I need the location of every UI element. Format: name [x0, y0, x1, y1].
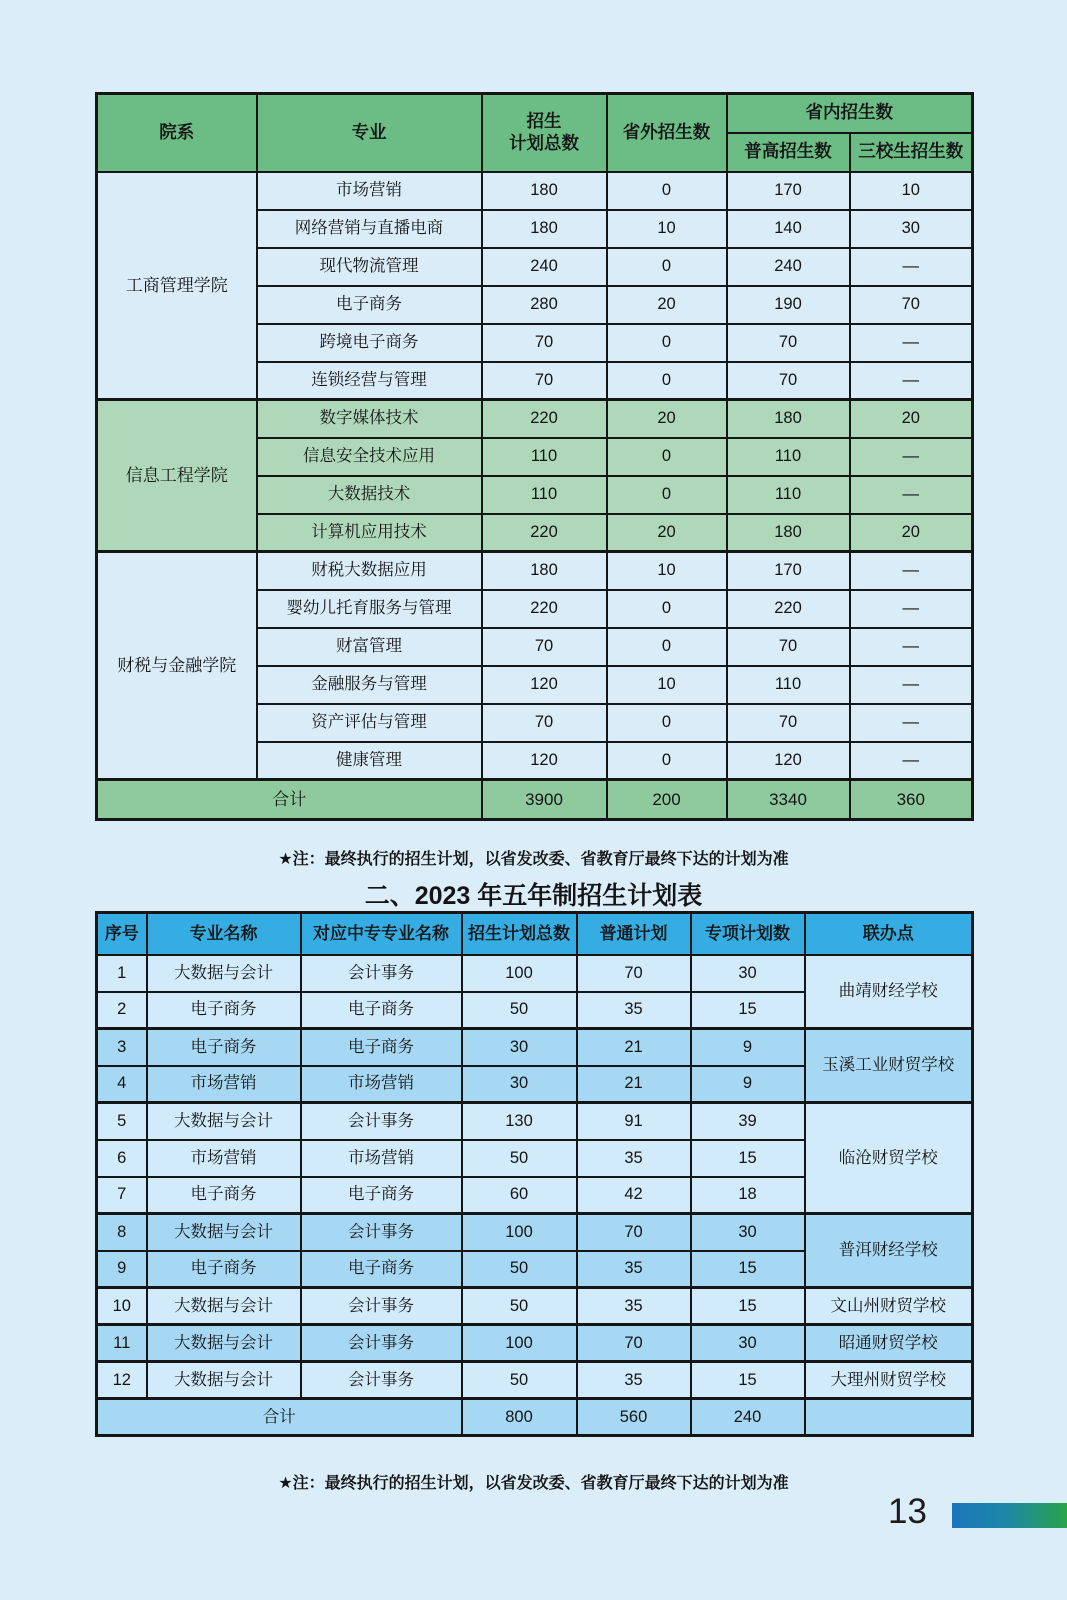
joint-school-cell: 文山州财贸学校: [805, 1288, 973, 1325]
header-mid-major-name: 对应中专专业名称: [301, 913, 462, 955]
mid-major-cell: 会计事务: [301, 1288, 462, 1325]
total-cell: 240: [482, 248, 607, 286]
three-school-cell: 70: [850, 286, 973, 324]
major-cell: 大数据与会计: [147, 1288, 301, 1325]
total-cell: 800: [462, 1399, 577, 1436]
header-plan-total: 招生计划总数: [462, 913, 577, 955]
table-row: [97, 955, 973, 992]
row-no-cell: 5: [97, 1103, 147, 1140]
regular-plan-cell: 35: [577, 1140, 691, 1177]
table-row: [97, 1325, 973, 1362]
regular-hs-cell: 120: [727, 742, 850, 780]
regular-hs-cell: 70: [727, 628, 850, 666]
mid-major-cell: 电子商务: [301, 992, 462, 1029]
header-plan-total: [482, 94, 607, 172]
regular-plan-cell: 70: [577, 955, 691, 992]
row-no-cell: 2: [97, 992, 147, 1029]
total-cell: 100: [462, 1325, 577, 1362]
major-cell: 大数据与会计: [147, 1103, 301, 1140]
joint-school-cell: 曲靖财经学校: [805, 955, 973, 1029]
header-no: 序号: [97, 913, 147, 955]
regular-hs-cell: 110: [727, 666, 850, 704]
mid-major-cell: 电子商务: [301, 1177, 462, 1214]
row-no-cell: 3: [97, 1029, 147, 1066]
regular-hs-cell: 220: [727, 590, 850, 628]
joint-school-cell: 玉溪工业财贸学校: [805, 1029, 973, 1103]
regular-plan-cell: 70: [577, 1325, 691, 1362]
total-cell: 220: [482, 400, 607, 438]
dept-cell: 信息工程学院: [97, 400, 257, 552]
header-plan-total-line2: 计划总数: [509, 132, 579, 153]
total-cell: 50: [462, 1362, 577, 1399]
total-cell: 100: [462, 1214, 577, 1251]
special-plan-cell: 240: [691, 1399, 805, 1436]
out-province-cell: 10: [607, 552, 727, 590]
table-row: [97, 400, 973, 438]
row-no-cell: 9: [97, 1251, 147, 1288]
major-cell: 电子商务: [147, 1177, 301, 1214]
row-no-cell: 6: [97, 1140, 147, 1177]
table-row: [97, 1214, 973, 1251]
five-year-enrollment-table: [95, 911, 974, 1437]
special-plan-cell: 15: [691, 1362, 805, 1399]
total-cell: 180: [482, 210, 607, 248]
page-footer-gradient-bar: [952, 1503, 1067, 1528]
regular-plan-cell: 42: [577, 1177, 691, 1214]
special-plan-cell: 30: [691, 1325, 805, 1362]
three-school-cell: —: [850, 704, 973, 742]
total-cell: 180: [482, 172, 607, 210]
total-row: [97, 1399, 973, 1436]
out-province-cell: 10: [607, 210, 727, 248]
mid-major-cell: 会计事务: [301, 955, 462, 992]
joint-school-cell: 大理州财贸学校: [805, 1362, 973, 1399]
mid-major-cell: 会计事务: [301, 1103, 462, 1140]
header-plan-total-line1: 招生: [526, 110, 562, 131]
major-cell: 大数据与会计: [147, 955, 301, 992]
major-cell: 大数据与会计: [147, 1325, 301, 1362]
header-three-school: 三校生招生数: [850, 133, 973, 172]
dept-cell: 工商管理学院: [97, 172, 257, 400]
total-cell: 220: [482, 590, 607, 628]
out-province-cell: 20: [607, 400, 727, 438]
special-plan-cell: 15: [691, 1140, 805, 1177]
total-cell: 70: [482, 324, 607, 362]
regular-hs-cell: 110: [727, 438, 850, 476]
total-cell: 130: [462, 1103, 577, 1140]
out-province-cell: 200: [607, 780, 727, 820]
total-cell: 50: [462, 1288, 577, 1325]
total-cell: 3900: [482, 780, 607, 820]
mid-major-cell: 会计事务: [301, 1214, 462, 1251]
regular-hs-cell: 3340: [727, 780, 850, 820]
row-no-cell: 4: [97, 1066, 147, 1103]
major-cell: 电子商务: [147, 992, 301, 1029]
dept-cell: 财税与金融学院: [97, 552, 257, 780]
out-province-cell: 0: [607, 628, 727, 666]
table-row: [97, 172, 973, 210]
major-cell: 现代物流管理: [257, 248, 482, 286]
major-cell: 婴幼儿托育服务与管理: [257, 590, 482, 628]
major-cell: 网络营销与直播电商: [257, 210, 482, 248]
header-regular-plan: 普通计划: [577, 913, 691, 955]
out-province-cell: 10: [607, 666, 727, 704]
total-cell: 60: [462, 1177, 577, 1214]
joint-school-cell: 昭通财贸学校: [805, 1325, 973, 1362]
major-cell: 财富管理: [257, 628, 482, 666]
table-row: [97, 1029, 973, 1066]
regular-plan-cell: 35: [577, 1362, 691, 1399]
major-cell: 金融服务与管理: [257, 666, 482, 704]
major-cell: 计算机应用技术: [257, 514, 482, 552]
row-no-cell: 11: [97, 1325, 147, 1362]
special-plan-cell: 18: [691, 1177, 805, 1214]
three-school-cell: 30: [850, 210, 973, 248]
total-label-cell: 合计: [97, 1399, 462, 1436]
three-school-cell: —: [850, 666, 973, 704]
regular-plan-cell: 560: [577, 1399, 691, 1436]
out-province-cell: 0: [607, 362, 727, 400]
header-major-name: 专业名称: [147, 913, 301, 955]
out-province-cell: 20: [607, 514, 727, 552]
three-school-cell: —: [850, 628, 973, 666]
regular-plan-cell: 35: [577, 1251, 691, 1288]
mid-major-cell: 电子商务: [301, 1251, 462, 1288]
out-province-cell: 0: [607, 704, 727, 742]
total-label-cell: 合计: [97, 780, 482, 820]
total-cell: 70: [482, 704, 607, 742]
header-major: 专业: [257, 94, 482, 172]
regular-plan-cell: 70: [577, 1214, 691, 1251]
three-year-table-header: [97, 94, 973, 172]
out-province-cell: 0: [607, 476, 727, 514]
row-no-cell: 7: [97, 1177, 147, 1214]
major-cell: 电子商务: [257, 286, 482, 324]
mid-major-cell: 电子商务: [301, 1029, 462, 1066]
total-cell: 70: [482, 628, 607, 666]
regular-plan-cell: 21: [577, 1066, 691, 1103]
major-cell: 健康管理: [257, 742, 482, 780]
major-cell: 大数据技术: [257, 476, 482, 514]
special-plan-cell: 30: [691, 955, 805, 992]
table-row: [97, 1362, 973, 1399]
special-plan-cell: 9: [691, 1066, 805, 1103]
regular-hs-cell: 180: [727, 514, 850, 552]
header-in-province-group: 省内招生数: [727, 94, 973, 133]
joint-school-cell: 普洱财经学校: [805, 1214, 973, 1288]
row-no-cell: 12: [97, 1362, 147, 1399]
table2-footnote: ★注：最终执行的招生计划，以省发改委、省教育厅最终下达的计划为准: [278, 1475, 789, 1492]
major-cell: 电子商务: [147, 1251, 301, 1288]
joint-school-cell: [805, 1399, 973, 1436]
major-cell: 大数据与会计: [147, 1214, 301, 1251]
regular-hs-cell: 170: [727, 552, 850, 590]
header-special-plan: 专项计划数: [691, 913, 805, 955]
header-dept: 院系: [97, 94, 257, 172]
regular-plan-cell: 91: [577, 1103, 691, 1140]
table-row: [97, 552, 973, 590]
special-plan-cell: 39: [691, 1103, 805, 1140]
total-cell: 70: [482, 362, 607, 400]
header-joint-school: 联办点: [805, 913, 973, 955]
total-cell: 120: [482, 742, 607, 780]
major-cell: 大数据与会计: [147, 1362, 301, 1399]
joint-school-cell: 临沧财贸学校: [805, 1103, 973, 1214]
five-year-table-header: [97, 913, 973, 955]
mid-major-cell: 市场营销: [301, 1140, 462, 1177]
special-plan-cell: 9: [691, 1029, 805, 1066]
regular-hs-cell: 240: [727, 248, 850, 286]
regular-plan-cell: 21: [577, 1029, 691, 1066]
major-cell: 电子商务: [147, 1029, 301, 1066]
out-province-cell: 0: [607, 742, 727, 780]
three-school-cell: —: [850, 742, 973, 780]
section2-title: 二、2023 年五年制招生计划表: [364, 882, 703, 910]
total-cell: 110: [482, 438, 607, 476]
regular-hs-cell: 110: [727, 476, 850, 514]
major-cell: 市场营销: [147, 1140, 301, 1177]
total-cell: 50: [462, 1140, 577, 1177]
header-regular-hs: 普高招生数: [727, 133, 850, 172]
three-school-cell: 20: [850, 400, 973, 438]
total-cell: 120: [482, 666, 607, 704]
total-cell: 180: [482, 552, 607, 590]
page-number: 13: [888, 1492, 927, 1531]
regular-hs-cell: 190: [727, 286, 850, 324]
out-province-cell: 0: [607, 438, 727, 476]
table1-footnote: ★注：最终执行的招生计划，以省发改委、省教育厅最终下达的计划为准: [278, 851, 789, 868]
table-row: [97, 1103, 973, 1140]
regular-hs-cell: 180: [727, 400, 850, 438]
row-no-cell: 10: [97, 1288, 147, 1325]
out-province-cell: 0: [607, 324, 727, 362]
three-school-cell: —: [850, 324, 973, 362]
regular-hs-cell: 140: [727, 210, 850, 248]
mid-major-cell: 市场营销: [301, 1066, 462, 1103]
three-school-cell: —: [850, 362, 973, 400]
three-school-cell: —: [850, 590, 973, 628]
regular-hs-cell: 70: [727, 704, 850, 742]
out-province-cell: 0: [607, 590, 727, 628]
row-no-cell: 1: [97, 955, 147, 992]
three-school-cell: —: [850, 476, 973, 514]
major-cell: 连锁经营与管理: [257, 362, 482, 400]
header-out-province: 省外招生数: [607, 94, 727, 172]
out-province-cell: 20: [607, 286, 727, 324]
regular-hs-cell: 170: [727, 172, 850, 210]
special-plan-cell: 30: [691, 1214, 805, 1251]
three-school-cell: 360: [850, 780, 973, 820]
total-cell: 110: [482, 476, 607, 514]
total-cell: 30: [462, 1029, 577, 1066]
out-province-cell: 0: [607, 172, 727, 210]
major-cell: 数字媒体技术: [257, 400, 482, 438]
regular-hs-cell: 70: [727, 362, 850, 400]
special-plan-cell: 15: [691, 1288, 805, 1325]
major-cell: 资产评估与管理: [257, 704, 482, 742]
mid-major-cell: 会计事务: [301, 1325, 462, 1362]
major-cell: 市场营销: [147, 1066, 301, 1103]
row-no-cell: 8: [97, 1214, 147, 1251]
total-row: [97, 780, 973, 820]
major-cell: 信息安全技术应用: [257, 438, 482, 476]
regular-hs-cell: 70: [727, 324, 850, 362]
total-cell: 220: [482, 514, 607, 552]
three-year-enrollment-table: [95, 92, 974, 821]
total-cell: 50: [462, 992, 577, 1029]
regular-plan-cell: 35: [577, 992, 691, 1029]
special-plan-cell: 15: [691, 992, 805, 1029]
three-school-cell: 20: [850, 514, 973, 552]
major-cell: 财税大数据应用: [257, 552, 482, 590]
total-cell: 50: [462, 1251, 577, 1288]
three-school-cell: 10: [850, 172, 973, 210]
total-cell: 100: [462, 955, 577, 992]
regular-plan-cell: 35: [577, 1288, 691, 1325]
three-school-cell: —: [850, 248, 973, 286]
three-school-cell: —: [850, 552, 973, 590]
out-province-cell: 0: [607, 248, 727, 286]
major-cell: 市场营销: [257, 172, 482, 210]
major-cell: 跨境电子商务: [257, 324, 482, 362]
special-plan-cell: 15: [691, 1251, 805, 1288]
total-cell: 30: [462, 1066, 577, 1103]
table-row: [97, 1288, 973, 1325]
three-school-cell: —: [850, 438, 973, 476]
total-cell: 280: [482, 286, 607, 324]
mid-major-cell: 会计事务: [301, 1362, 462, 1399]
